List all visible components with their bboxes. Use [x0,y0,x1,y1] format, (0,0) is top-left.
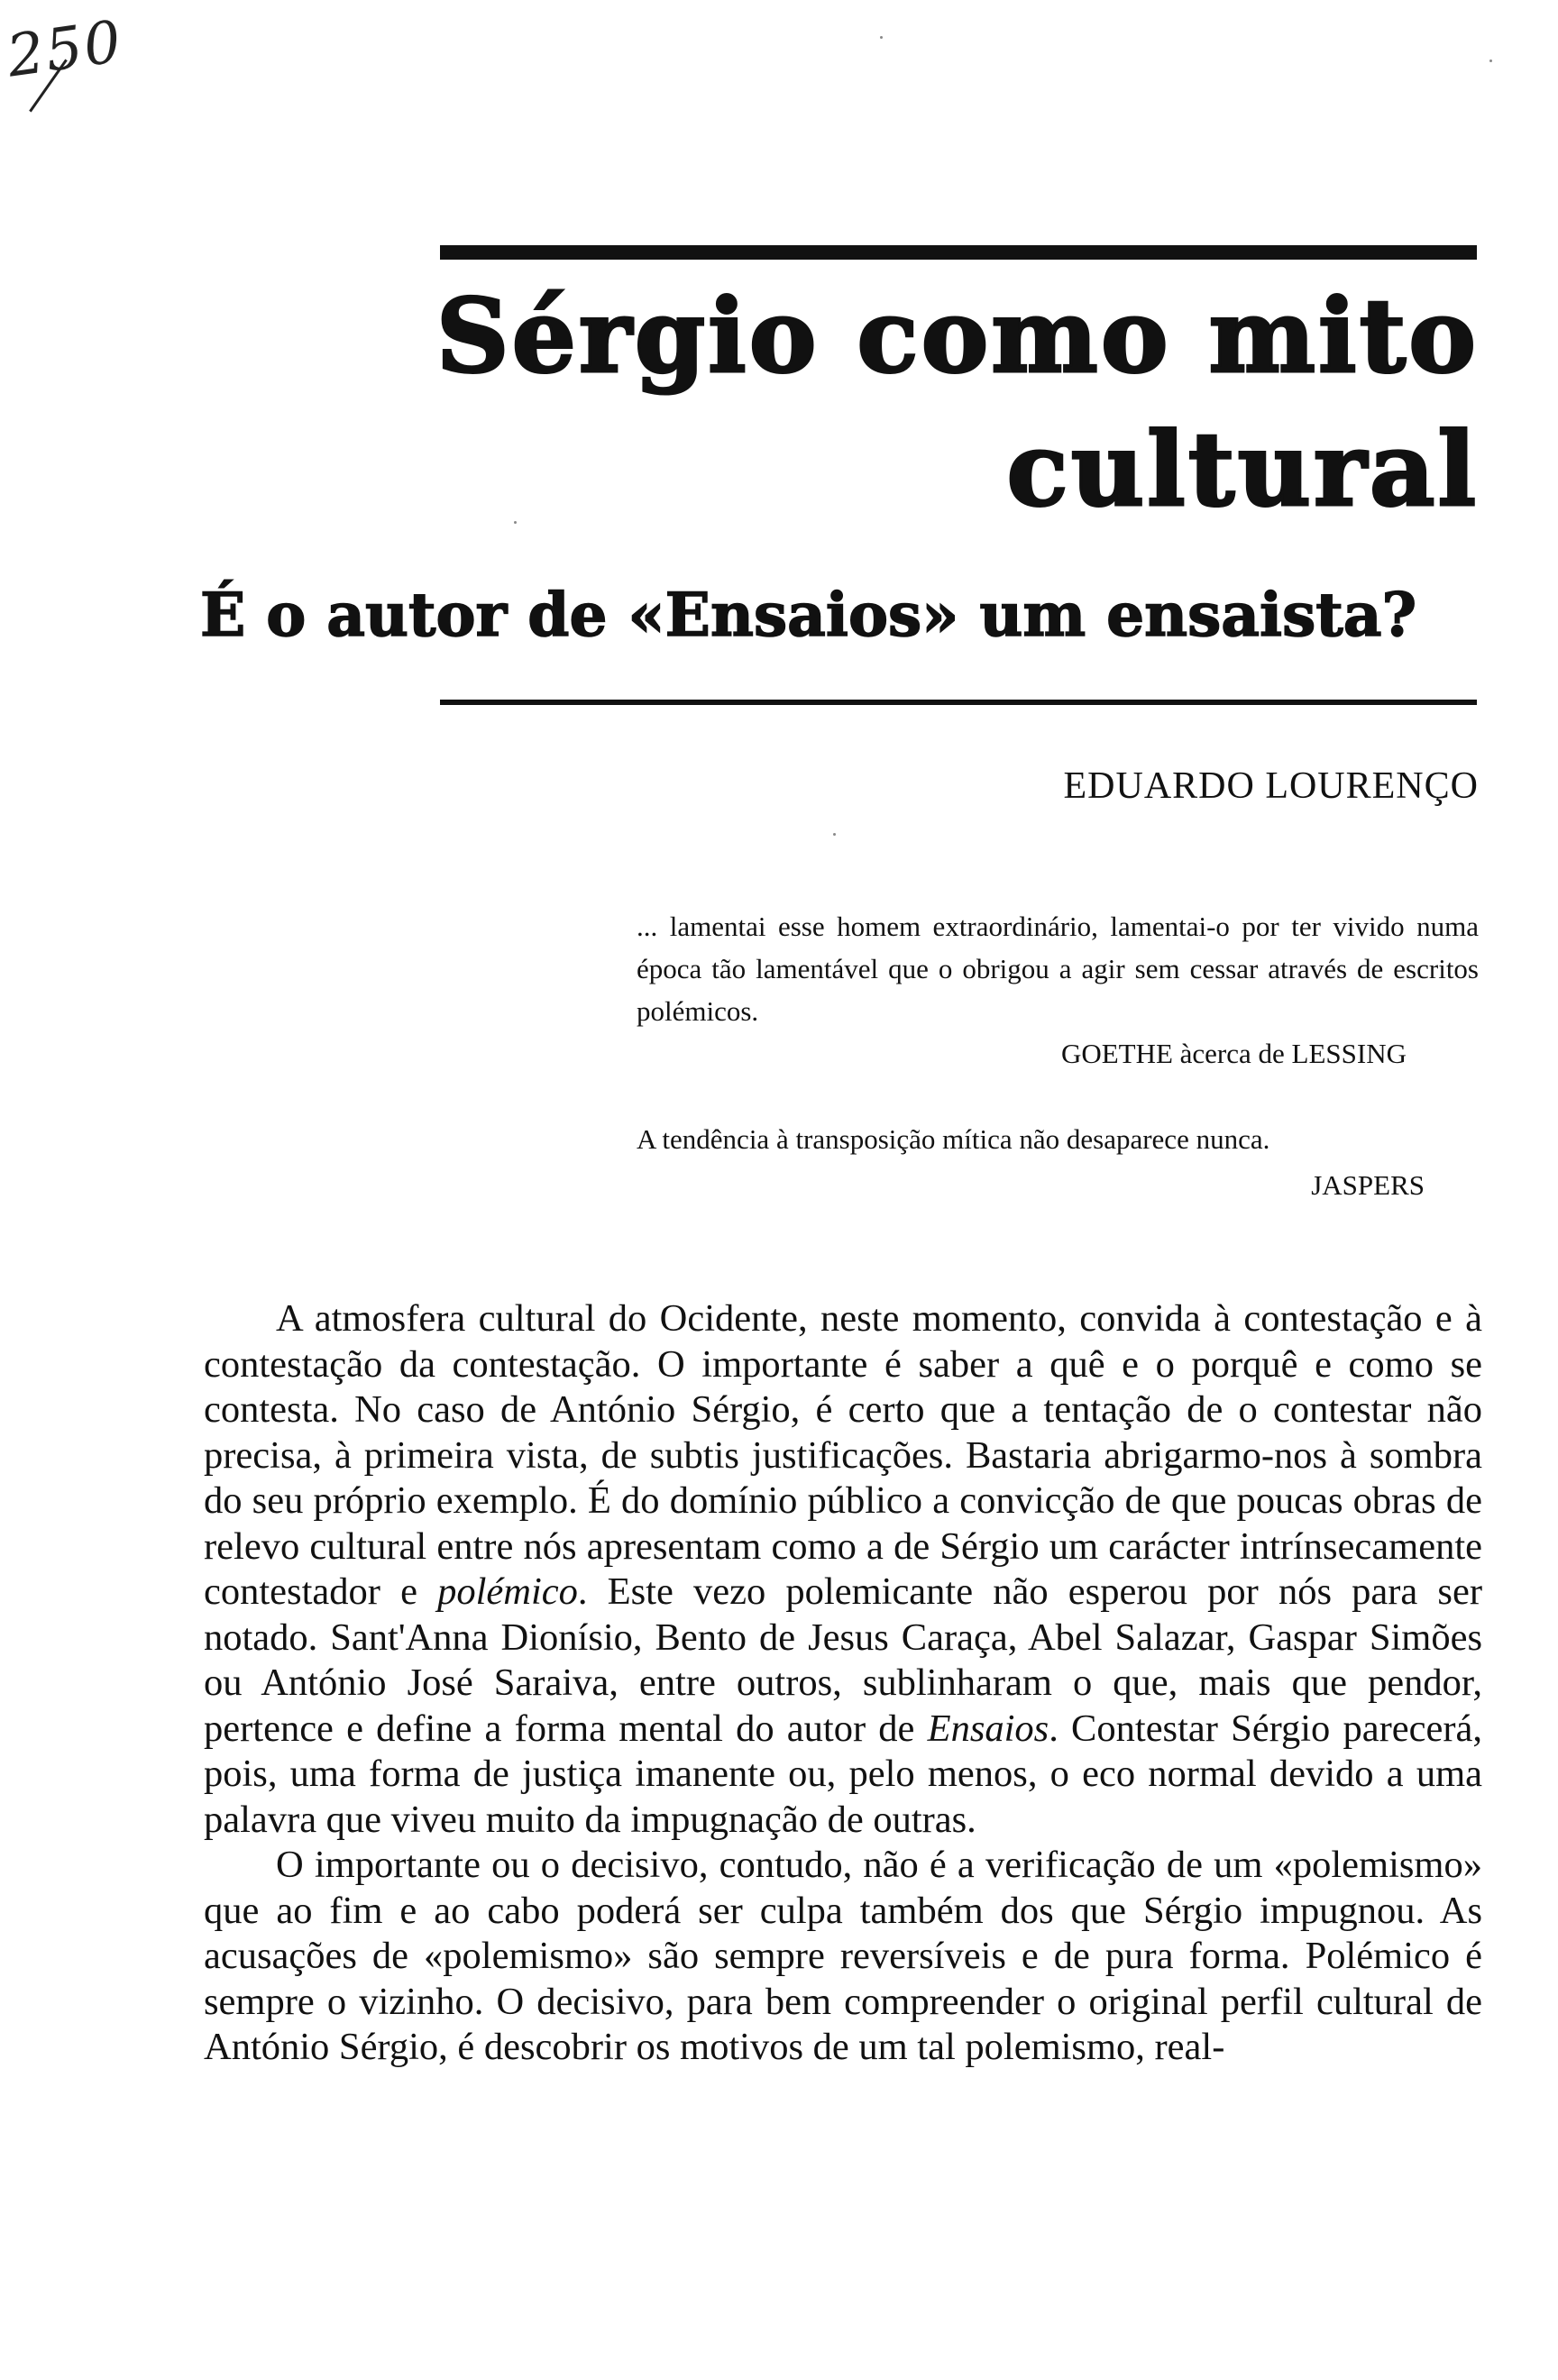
scan-speck [1489,60,1492,62]
article-body [204,1296,1482,2071]
epigraph-attribution: GOETHE àcerca de LESSING [1060,1038,1407,1069]
epigraph-text: A tendência à transposição mítica não desaparece nunca. [637,1123,1270,1155]
emphasis-polemico: polémico [437,1570,578,1613]
paragraph-1 [204,1296,1482,1843]
epigraph-goethe [637,905,1479,1075]
scan-speck [880,36,883,39]
author-name: EDUARDO LOURENÇO [1063,765,1479,807]
epigraph-jaspers [637,1118,1479,1206]
article-title: Sérgio como mito cultural [435,278,1479,529]
epigraph-text: ... lamentai esse homem extraordinário, lamentai-o por ter vivido numa época tão lamentável que o obrigou a agir sem cessar através de escritos polémicos. [637,911,1479,1027]
scan-speck [514,521,517,524]
scan-speck [833,833,836,836]
paragraph-1-text-b: . Este vezo polemicante não esperou por nós para ser notado. Sant'Anna Dionísio, Bento de Jesus Caraça, Abel Salazar, Gaspar Simões ou António José Saraiva, entre outros, sublinharam o que, mais que pendor, pertence e define a forma mental do autor de [204,1570,1482,1750]
article-subtitle: É o autor de «Ensaios» um ensaista? [200,580,1417,650]
paragraph-1-text-c: . Contestar Sérgio parecerá, pois, uma forma de justiça imanente ou, pelo menos, o eco normal devido a uma palavra que viveu muito da impugnação de outras. [204,1707,1482,1841]
page-number: 250 [3,8,127,91]
paragraph-1-text-a: A atmosfera cultural do Ocidente, neste momento, convida à contestação e à contestação da contestação. O importante é saber a quê e o porquê e como se contesta. No caso de António Sérgio, é certo que a tentação de o contestar não precisa, à primeira vista, de subtis justificações. Bastaria abrigarmo-nos à sombra do seu próprio exemplo. É do domínio público a convicção de que poucas obras de relevo cultural entre nós apresentam como a de Sérgio um carácter intrínsecamente contestador e [204,1297,1482,1613]
top-rule [440,245,1477,260]
bottom-rule [440,700,1477,705]
paragraph-2: O importante ou o decisivo, contudo, não é a verificação de um «polemismo» que ao fim e ao cabo poderá ser culpa também dos que Sérgio impugnou. As acusações de «polemismo» são sempre reversíveis e de pura forma. Polémico é sempre o vizinho. O decisivo, para bem compreender o original perfil cultural de António Sérgio, é descobrir os motivos de um tal polemismo, real- [204,1844,1482,2068]
emphasis-ensaios: Ensaios [927,1707,1049,1750]
epigraph-attribution: JASPERS [1311,1169,1425,1201]
